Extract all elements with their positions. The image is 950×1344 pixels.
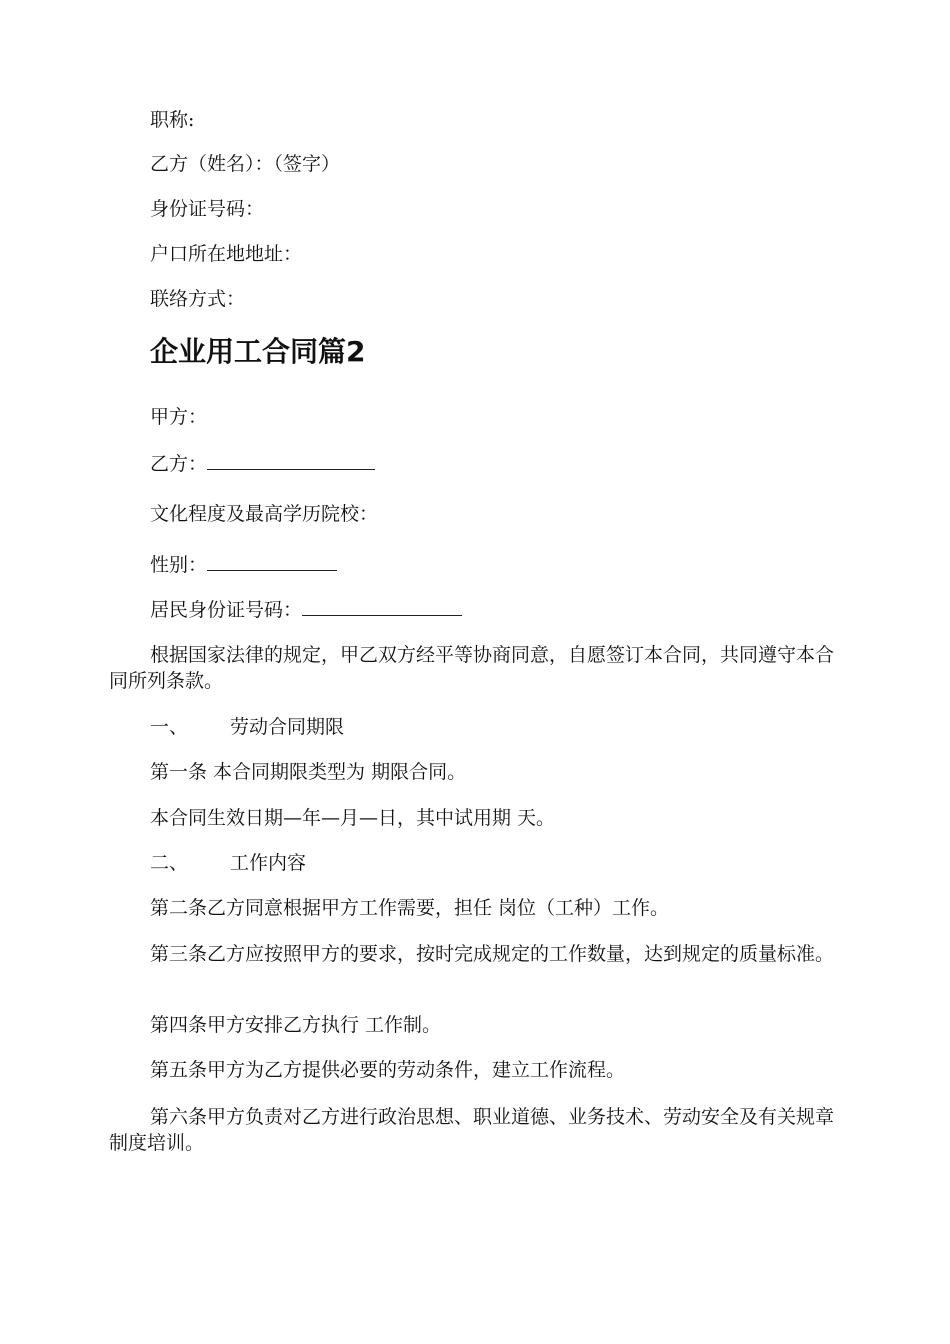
article2-line: 第二条乙方同意根据甲方工作需要，担任 岗位（工种）工作。: [150, 897, 670, 919]
section1-number: 一、: [150, 716, 189, 738]
party-b-name-line: 乙方（姓名）：（签字）: [150, 153, 341, 175]
resident-id-blank: [302, 597, 462, 616]
resident-id-line: [150, 597, 462, 622]
hukou-address-line: 户口所在地地址：: [150, 243, 303, 265]
section-heading: 企业用工合同篇2: [150, 335, 366, 368]
party-b-blank: [207, 451, 375, 470]
article4-line: 第四条甲方安排乙方执行 工作制。: [150, 1014, 442, 1036]
article5-line: 第五条甲方为乙方提供必要的劳动条件，建立工作流程。: [150, 1059, 626, 1081]
section1-title: 劳动合同期限: [230, 716, 345, 738]
section1-heading: [150, 715, 344, 739]
article6-paragraph: 第六条甲方负责对乙方进行政治思想、职业道德、业务技术、劳动安全及有关规章制度培训。: [109, 1106, 835, 1154]
party-b-line: [150, 451, 375, 476]
gender-label: 性别：: [150, 554, 208, 576]
party-a-line: 甲方：: [150, 406, 208, 428]
article1-line: 第一条 本合同期限类型为 期限合同。: [150, 761, 467, 783]
gender-line: [150, 552, 337, 577]
section2-heading: [150, 851, 306, 875]
title-label-line: 职称:: [150, 109, 195, 131]
resident-id-label: 居民身份证号码：: [150, 599, 303, 621]
section2-number: 二、: [150, 852, 189, 874]
intro-paragraph: 根据国家法律的规定，甲乙双方经平等协商同意，自愿签订本合同，共同遵守本合同所列条款。: [109, 644, 835, 692]
section2-title: 工作内容: [230, 852, 307, 874]
id-number-line: 身份证号码：: [150, 198, 265, 220]
party-b-label: 乙方：: [150, 453, 208, 475]
article3-paragraph: 第三条乙方应按照甲方的要求，按时完成规定的工作数量，达到规定的质量标准。: [150, 943, 835, 965]
gender-blank: [207, 552, 337, 571]
effective-date-line: 本合同生效日期—年—月—日，其中试用期 天。: [150, 807, 556, 829]
contact-line: 联络方式：: [150, 288, 246, 310]
education-line: 文化程度及最高学历院校：: [150, 503, 379, 525]
